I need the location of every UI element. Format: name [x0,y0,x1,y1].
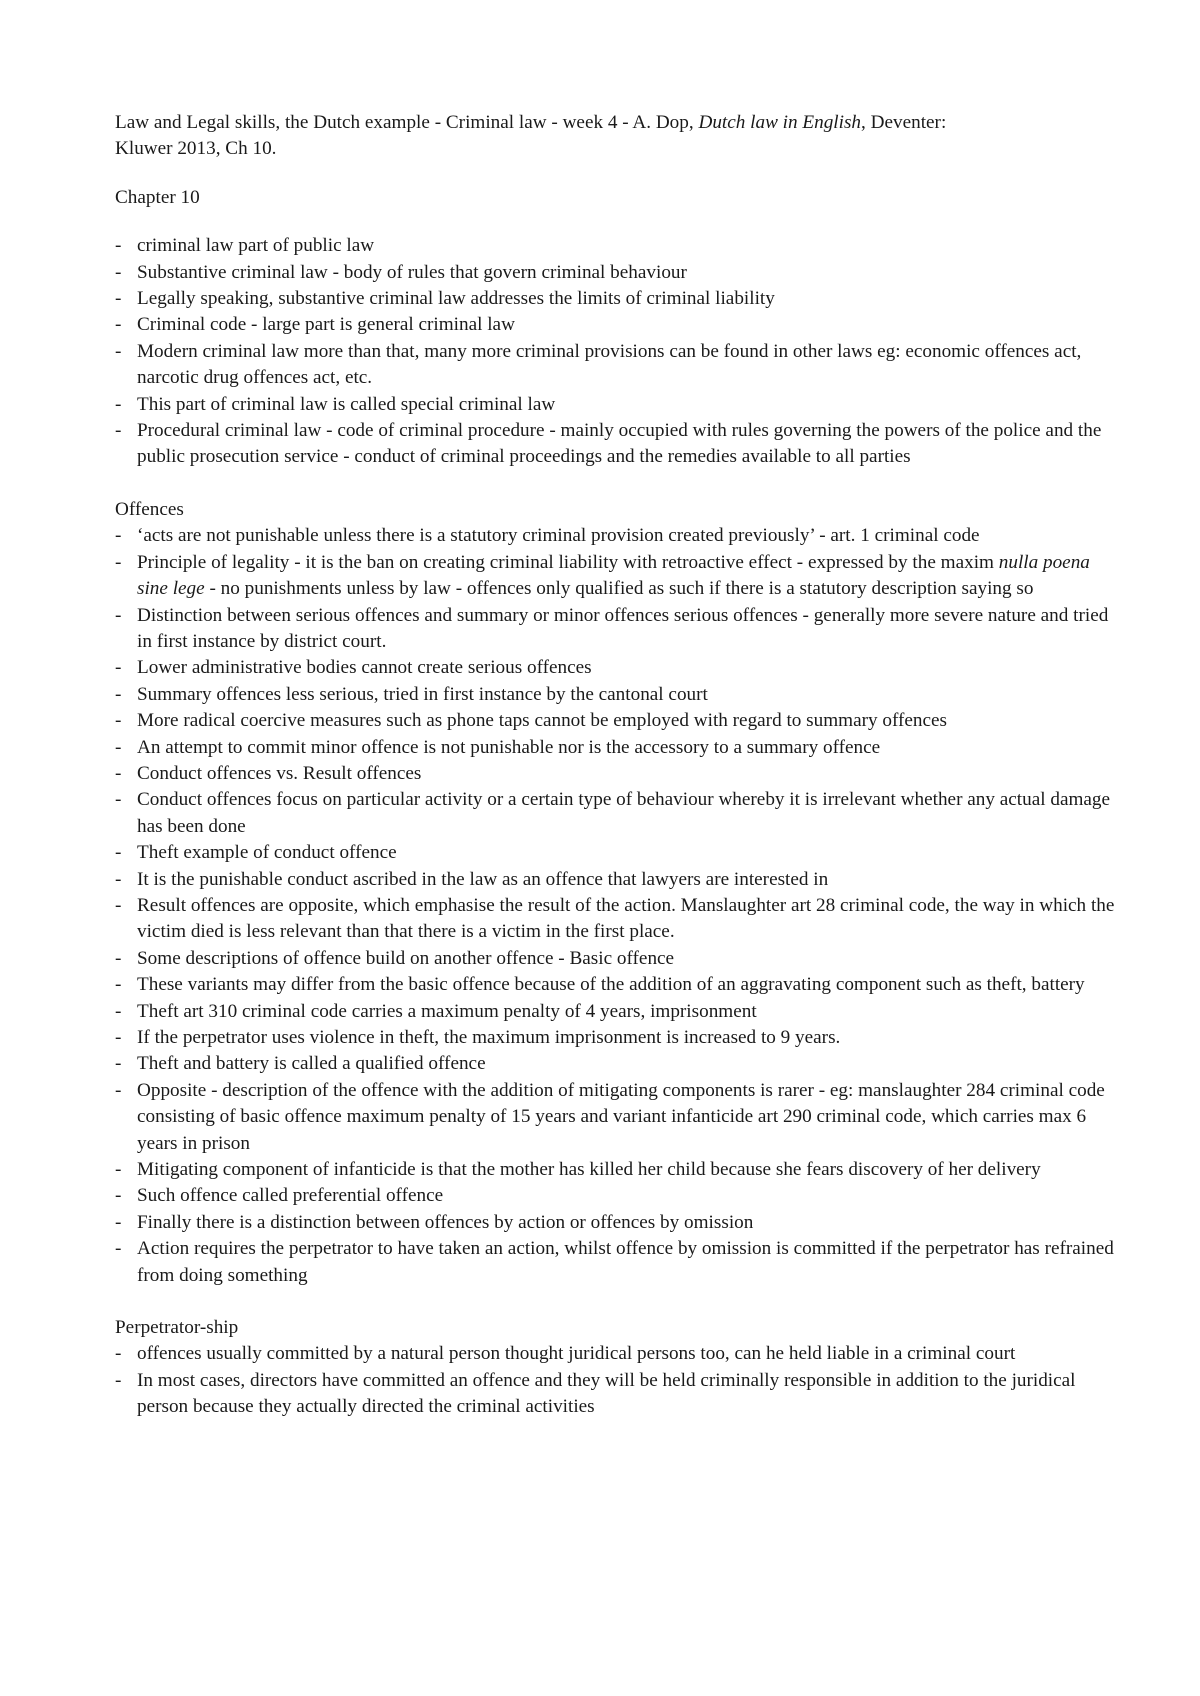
header-publisher: , Deventer: [861,112,947,133]
list-item-legality [115,550,1115,603]
list-item: - These variants may differ from the basic offence because of the addition of an aggravating component such as theft, battery [115,972,1115,998]
list-item: - Theft and battery is called a qualified offence [115,1051,1115,1077]
header-citation: Kluwer 2013, Ch 10. [115,138,277,160]
list-item: - Lower administrative bodies cannot create serious offences [115,655,1115,681]
list-item: - Conduct offences vs. Result offences [115,761,1115,787]
list-item: - Theft example of conduct offence [115,840,1115,866]
list-item: - Opposite - description of the offence with the addition of mitigating components is rarer - eg: manslaughter 284 criminal code consisting of basic offence maximum penalty of 15 years and variant infanticide art 290 criminal code, which carries max 6 years in prison [115,1078,1115,1157]
list-item: - Finally there is a distinction between offences by action or offences by omission [115,1210,1115,1236]
list-item: - Such offence called preferential offence [115,1183,1115,1209]
perpetrator-ship-heading: Perpetrator-ship [115,1317,239,1339]
document-page [115,110,1115,1421]
offences-heading: Offences [115,498,184,520]
perpetrator-list [115,1341,1115,1420]
list-item: - Conduct offences focus on particular activity or a certain type of behaviour whereby it is irrelevant whether any actual damage has been done [115,787,1115,840]
legality-text: Principle of legality - it is the ban on creating criminal liability with retroactive effect - expressed by the maxim [137,551,999,573]
list-item: - It is the punishable conduct ascribed in the law as an offence that lawyers are interested in [115,867,1115,893]
list-item: - More radical coercive measures such as phone taps cannot be employed with regard to summary offences [115,708,1115,734]
list-item: - An attempt to commit minor offence is not punishable nor is the accessory to a summary offence [115,735,1115,761]
document-header [115,110,1115,163]
legality-text-end: - no punishments unless by law - offences only qualified as such if there is a statutory description saying so [204,578,1034,600]
list-item: - Modern criminal law more than that, many more criminal provisions can be found in other laws eg: economic offences act, narcotic drug offences act, etc. [115,339,1115,392]
book-title: Dutch law in English [698,112,862,133]
offences-list [115,523,1115,1289]
list-item: - Result offences are opposite, which emphasise the result of the action. Manslaughter art 28 criminal code, the way in which the victim died is less relevant than that there is a victim in the first place. [115,893,1115,946]
legal-maxim: nulla poena sine lege [137,551,1090,600]
header-text: Law and Legal skills, the Dutch example - Criminal law - week 4 - A. Dop, [115,112,699,133]
list-item: - This part of criminal law is called special criminal law [115,392,1115,418]
list-item: - Criminal code - large part is general criminal law [115,312,1115,338]
list-item: - Some descriptions of offence build on another offence - Basic offence [115,946,1115,972]
list-item: - Legally speaking, substantive criminal law addresses the limits of criminal liability [115,286,1115,312]
chapter-list [115,233,1115,471]
list-item: - Summary offences less serious, tried in first instance by the cantonal court [115,682,1115,708]
list-item: - ‘acts are not punishable unless there is a statutory criminal provision created previously’ - art. 1 criminal code [115,523,1115,549]
list-item: - In most cases, directors have committed an offence and they will be held criminally responsible in addition to the juridical person because they actually directed the criminal activities [115,1368,1115,1421]
chapter-heading: Chapter 10 [115,186,200,208]
list-item: - Mitigating component of infanticide is that the mother has killed her child because she fears discovery of her delivery [115,1157,1115,1183]
list-item: - Distinction between serious offences and summary or minor offences serious offences - generally more severe nature and tried in first instance by district court. [115,603,1115,656]
list-item: - Substantive criminal law - body of rules that govern criminal behaviour [115,260,1115,286]
list-item: - If the perpetrator uses violence in theft, the maximum imprisonment is increased to 9 years. [115,1025,1115,1051]
list-item: - Procedural criminal law - code of criminal procedure - mainly occupied with rules governing the powers of the police and the public prosecution service - conduct of criminal proceedings and the remedies available to all parties [115,418,1115,471]
list-item: - Theft art 310 criminal code carries a maximum penalty of 4 years, imprisonment [115,999,1115,1025]
list-item: - Action requires the perpetrator to have taken an action, whilst offence by omission is committed if the perpetrator has refrained from doing something [115,1236,1115,1289]
list-item: - offences usually committed by a natural person thought juridical persons too, can he held liable in a criminal court [115,1341,1115,1367]
list-item: - criminal law part of public law [115,233,1115,259]
